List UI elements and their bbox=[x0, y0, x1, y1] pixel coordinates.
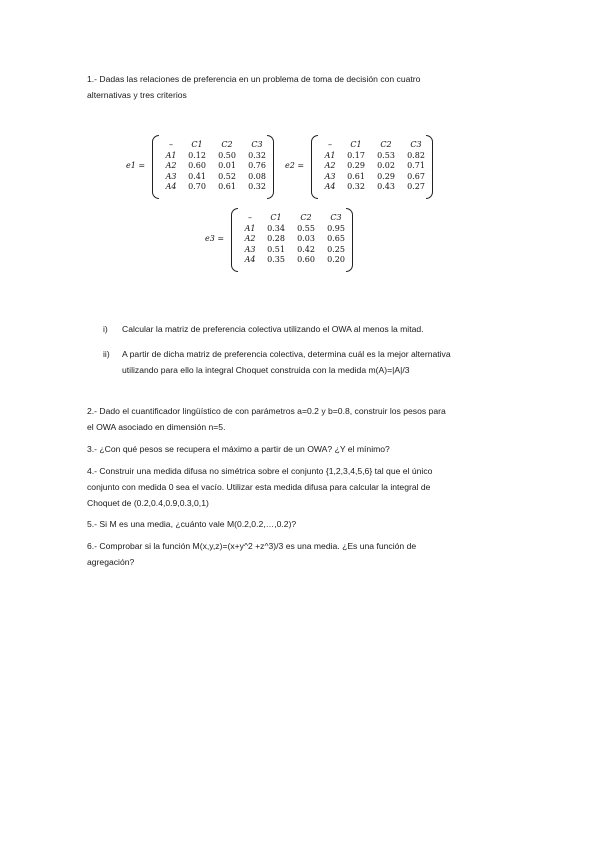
left-paren bbox=[311, 135, 318, 199]
matrix-header-row: – C1 C2 C3 bbox=[328, 140, 422, 149]
matrix-label: e3 = bbox=[205, 234, 225, 243]
right-paren bbox=[346, 208, 353, 272]
matrix-row: A2 0.28 0.03 0.65 bbox=[244, 234, 345, 243]
item-ii-text: A partir de dicha matriz de preferencia colectiva, determina cuál es la mejor alternativa utilizando para ello la integral Choquet construida con la medida m(A)=|A|/3 bbox=[122, 349, 451, 375]
right-paren bbox=[426, 135, 433, 199]
item-number: i) bbox=[103, 324, 108, 334]
left-paren bbox=[231, 208, 238, 272]
matrix-row: A4 0.35 0.60 0.20 bbox=[244, 255, 345, 264]
q1-intro: 1.- Dadas las relaciones de preferencia en un problema de toma de decisión con cuatro alternativas y tres criterios bbox=[87, 74, 421, 100]
matrix-e1 bbox=[126, 135, 276, 199]
question-3: 3.- ¿Con qué pesos se recupera el máximo a partir de un OWA? ¿Y el mínimo? bbox=[87, 444, 390, 454]
matrix-label: e1 = bbox=[126, 161, 146, 170]
matrix-table bbox=[239, 213, 351, 266]
question-2: 2.- Dado el cuantificador lingüístico de con parámetros a=0.2 y b=0.8, construir los pesos para el OWA asociado en dimensión n=5. bbox=[87, 406, 446, 432]
matrix-row: A4 0.70 0.61 0.32 bbox=[165, 182, 266, 191]
matrix-row: A4 0.32 0.43 0.27 bbox=[324, 182, 425, 191]
matrix-row: A3 0.61 0.29 0.67 bbox=[324, 171, 425, 181]
matrix-table bbox=[319, 140, 431, 193]
matrix-table bbox=[160, 140, 272, 193]
question-6: 6.- Comprobar si la función M(x,y,z)=(x+y^2 +z^3)/3 es una media. ¿Es una función de agregación? bbox=[87, 541, 417, 567]
item-number: ii) bbox=[103, 349, 110, 359]
matrix-e2 bbox=[285, 135, 435, 199]
matrix-row: A1 0.34 0.55 0.95 bbox=[244, 223, 345, 233]
matrix-label: e2 = bbox=[285, 161, 305, 170]
matrix-row: A1 0.12 0.50 0.32 bbox=[165, 150, 266, 160]
matrix-e3 bbox=[205, 208, 355, 272]
question-4: 4.- Construir una medida difusa no simétrica sobre el conjunto {1,2,3,4,5,6} tal que el único conjunto con medida 0 sea el vacío. Utilizar esta medida difusa para calcular la integral de Choquet de (0.2,0.4,0.9,0.3,0,1) bbox=[87, 466, 433, 508]
item-i-text: Calcular la matriz de preferencia colectiva utilizando el OWA al menos la mitad. bbox=[122, 324, 424, 334]
matrix-row: A2 0.29 0.02 0.71 bbox=[324, 161, 425, 170]
matrix-row: A2 0.60 0.01 0.76 bbox=[165, 161, 266, 170]
right-paren bbox=[267, 135, 274, 199]
matrix-header-row: – C1 C2 C3 bbox=[169, 140, 263, 149]
matrix-row: A3 0.41 0.52 0.08 bbox=[165, 171, 266, 181]
matrix-header-row: – C1 C2 C3 bbox=[248, 213, 342, 222]
left-paren bbox=[152, 135, 159, 199]
matrix-row: A3 0.51 0.42 0.25 bbox=[244, 244, 345, 254]
matrix-row: A1 0.17 0.53 0.82 bbox=[324, 150, 425, 160]
question-5: 5.- Si M es una media, ¿cuánto vale M(0.2,0.2,…,0.2)? bbox=[87, 519, 297, 529]
